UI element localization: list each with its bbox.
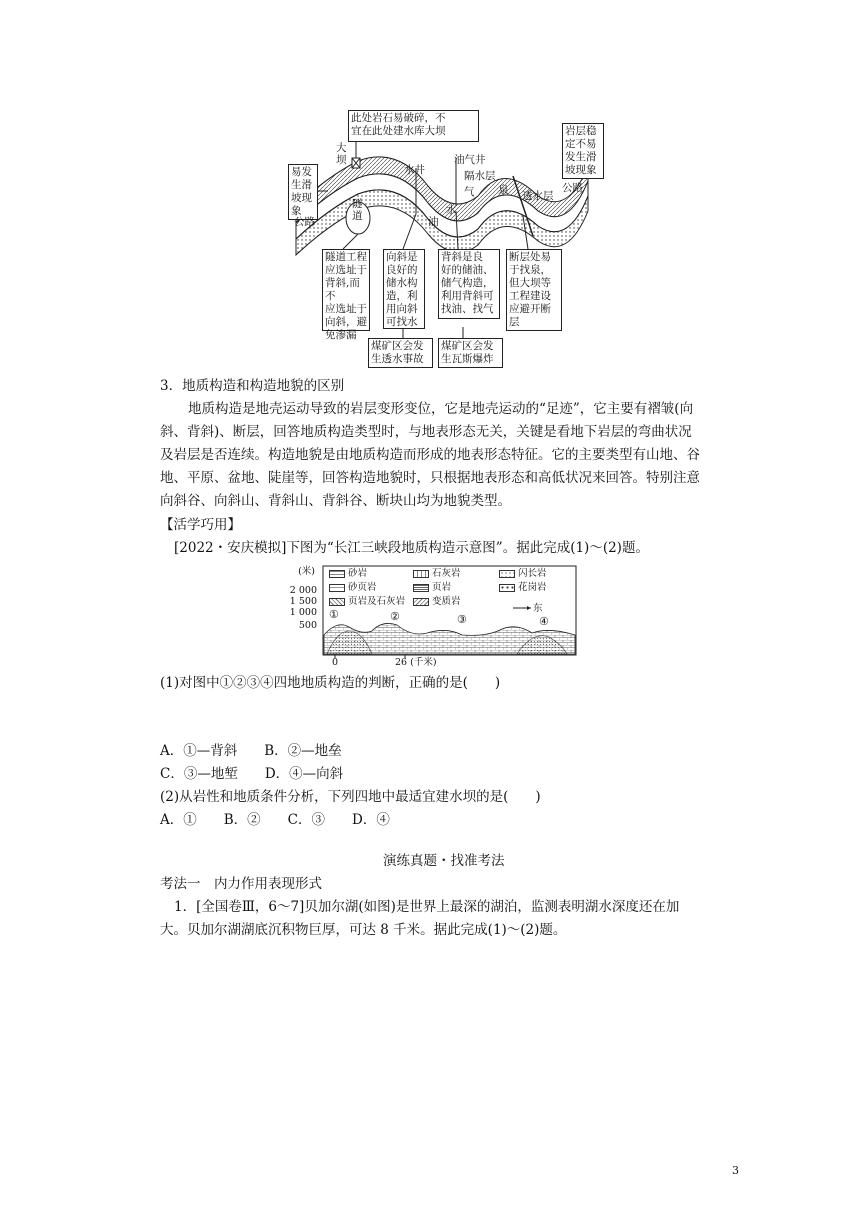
section-3-paragraph	[160, 398, 740, 513]
syncline-note-line: 向斜是	[386, 251, 418, 263]
three-gorges-geology-figure	[287, 565, 577, 667]
x-tick-0: 0	[332, 657, 339, 668]
legend-shale	[413, 582, 451, 593]
landslide-line-4: 象	[291, 205, 302, 217]
y-tick-1000: 1 000	[289, 607, 317, 618]
syncline-note-line: 储水构	[386, 277, 418, 289]
legend-sandstone	[329, 568, 367, 579]
water-label: 水	[446, 204, 457, 216]
legend-label: 石灰岩	[432, 568, 461, 579]
legend-label: 砂岩	[348, 568, 368, 579]
y-tick-500: 500	[298, 620, 317, 631]
tunnel-note-line: 应选址于	[325, 303, 367, 315]
well-label: 水井	[404, 164, 425, 176]
tunnel-note-line: 向斜，避	[325, 316, 367, 328]
tunnel-label-2: 道	[352, 210, 363, 222]
legend-label: 闪长岩	[518, 568, 547, 579]
landslide-line-3: 坡现	[291, 192, 312, 204]
question-1-options-row2: C．③—地堑 D．④—向斜	[160, 766, 344, 782]
tunnel-note-line: 背斜,而不	[325, 277, 360, 302]
flooding-note-line: 生透水事故	[371, 353, 424, 365]
oil-label: 油	[428, 216, 439, 228]
stable-rock-line-1: 岩层稳	[565, 125, 597, 137]
tunnel-label-1: 隧	[352, 198, 363, 210]
anticline-note-line: 好的储油、	[441, 264, 494, 276]
anticline-note-line: 找油、找气	[441, 303, 494, 315]
oilgas-well-label: 油气井	[454, 154, 486, 166]
paragraph-line: 斜、背斜)、断层，回答地质构造类型时，与地表形态无关，关键是看地下岩层的弯曲状况	[160, 424, 692, 440]
tunnel-note-line: 隧道工程	[325, 251, 367, 263]
road-left-label: 公路	[294, 216, 315, 228]
gas-label: 气	[464, 186, 475, 198]
baikal-question-line-2: 大。贝加尔湖湖底沉积物巨厚，可达 8 千米。据此完成(1)～(2)题。	[160, 922, 567, 938]
anticline-note-box	[438, 249, 500, 319]
gas-explosion-note-line: 生瓦斯爆炸	[441, 353, 494, 365]
page-number: 3	[732, 1164, 739, 1177]
stable-rock-line-3: 发生滑	[565, 151, 597, 163]
question-1: (1)对图中①②③④四地地质构造的判断，正确的是( )	[160, 675, 501, 691]
baikal-question-line-1: 1．[全国卷Ⅲ，6～7]贝加尔湖(如图)是世界上最深的湖泊，监测表明湖水深度还在加	[174, 899, 680, 915]
paragraph-line: 地、平原、盆地、陡崖等，回答构造地貌时，只根据地表形态和高低状况来回答。特别注意	[160, 470, 700, 486]
section-title: 演练真题・找准考法	[383, 853, 505, 869]
question-2: (2)从岩性和地质条件分析，下列四地中最适宜建水坝的是( )	[160, 789, 541, 805]
spring-label: 泉	[498, 184, 509, 196]
syncline-note-line: 良好的	[386, 264, 418, 276]
practice-intro: [2022・安庆模拟]下图为“长江三峡段地质构造示意图”。据此完成(1)～(2)题。	[174, 540, 649, 556]
tunnel-note-line: 应选址于	[325, 264, 367, 276]
legend-east: 东	[533, 603, 543, 614]
legend-diorite	[499, 568, 547, 579]
gas-explosion-note-box	[438, 338, 503, 368]
fault-note-line: 于找泉，	[509, 264, 551, 276]
geologic-structure-diagram	[288, 106, 604, 371]
aquiclude-label: 隔水层	[464, 170, 496, 182]
marker-3: ③	[457, 613, 467, 626]
legend-label: 页岩及石灰岩	[348, 596, 406, 607]
anticline-note-line: 利用背斜可	[441, 290, 494, 302]
stable-rock-box	[562, 123, 604, 179]
legend-label: 页岩	[432, 582, 452, 593]
tunnel-note-box	[322, 249, 370, 341]
fault-note-line: 但大坝等	[509, 277, 551, 289]
legend-shale-limestone	[329, 596, 405, 607]
question-2-options: A．① B．② C．③ D．④	[160, 812, 390, 828]
flooding-note-line: 煤矿区会发	[371, 340, 424, 352]
fault-note-line: 断层处易	[509, 251, 551, 263]
dam-warning-line-1: 此处岩石易破碎，不	[351, 112, 446, 124]
method-1-heading: 考法一 内力作用表现形式	[160, 876, 322, 892]
paragraph-line: 及岩层是否连续。构造地貌是由地质构造而形成的地表形态特征。它的主要类型有山地、谷	[160, 447, 700, 463]
stable-rock-line-4: 坡现象	[565, 164, 597, 176]
syncline-note-line: 用向斜	[386, 303, 418, 315]
marker-4: ④	[539, 615, 549, 628]
legend-label: 砂页岩	[348, 582, 377, 593]
anticline-note-line: 储气构造，	[441, 277, 494, 289]
y-tick-1500: 1 500	[289, 596, 317, 607]
fault-note-line: 应避开断	[509, 303, 551, 315]
stable-rock-line-2: 定不易	[565, 138, 597, 150]
question-1-options-row1: A．①—背斜 B．②—地垒	[160, 743, 342, 759]
fault-note-line: 层	[509, 316, 520, 328]
y-tick-2000: 2 000	[289, 585, 317, 596]
x-tick-26km: 26 (千米)	[395, 657, 437, 668]
flooding-note-box	[368, 338, 433, 368]
legend-label: 变质岩	[432, 596, 461, 607]
dam-warning-box	[348, 110, 479, 142]
legend-limestone	[413, 568, 461, 579]
practice-heading: 【活学巧用】	[160, 517, 241, 533]
paragraph-line: 向斜谷、向斜山、背斜山、背斜谷、断块山均为地貌类型。	[160, 493, 511, 509]
dam-label	[336, 142, 348, 166]
y-unit-label: (米)	[298, 566, 315, 577]
paragraph-line: 地质构造是地壳运动导致的岩层变形变位，它是地壳运动的“足迹”，它主要有褶皱(向	[188, 401, 694, 417]
fault-note-box	[506, 249, 562, 331]
permeable-layer-label: 透水层	[522, 190, 554, 202]
syncline-note-line: 可找水	[386, 316, 418, 328]
anticline-note-line: 背斜是良	[441, 251, 483, 263]
tunnel-note-line: 免渗漏	[325, 329, 357, 341]
landslide-line-1: 易发	[291, 166, 312, 178]
legend-granite	[499, 582, 547, 593]
section-3-heading: 3．地质构造和构造地貌的区别	[160, 378, 345, 394]
marker-2: ②	[390, 610, 400, 623]
dam-label-1: 大	[336, 142, 347, 154]
landslide-prone-label	[288, 164, 318, 220]
fault-note-line: 工程建设	[509, 290, 551, 302]
road-right-label: 公路	[562, 182, 583, 194]
dam-warning-line-2: 宜在此处建水库大坝	[351, 125, 446, 137]
marker-1: ①	[329, 608, 339, 621]
landslide-line-2: 生滑	[291, 179, 312, 191]
syncline-note-box	[383, 249, 425, 329]
legend-label: 花岗岩	[518, 582, 547, 593]
gas-explosion-note-line: 煤矿区会发	[441, 340, 494, 352]
legend-metamorphic	[413, 596, 461, 607]
syncline-note-line: 造，利	[386, 290, 418, 302]
tunnel-label	[352, 198, 364, 222]
dam-label-2: 坝	[336, 154, 347, 166]
legend-sandy-shale	[329, 582, 377, 593]
